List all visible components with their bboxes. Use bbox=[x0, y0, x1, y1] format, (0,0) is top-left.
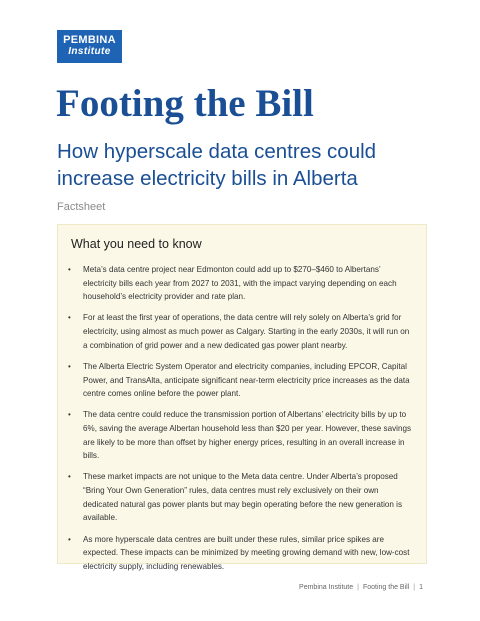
document-type-label: Factsheet bbox=[57, 201, 106, 213]
footer-doc-title: Footing the Bill bbox=[362, 584, 410, 591]
bullet-icon: • bbox=[68, 534, 71, 544]
page-title: Footing the Bill bbox=[56, 82, 314, 125]
logo-line-1: PEMBINA bbox=[63, 34, 116, 46]
bullet-icon: • bbox=[68, 313, 71, 323]
footer-org: Pembina Institute bbox=[299, 584, 354, 591]
list-item bbox=[68, 311, 413, 352]
key-points-box bbox=[57, 224, 427, 571]
bullet-text: As more hyperscale data centres are built under these rules, similar price spikes are expected. These impacts can be minimized by meeting growing demand with new, low-cost electricity supply, including renewables. bbox=[83, 534, 410, 571]
bullet-icon: • bbox=[68, 265, 71, 274]
footer-separator: | bbox=[357, 584, 359, 591]
page-subtitle: How hyperscale data centres could increase electricity bills in Alberta bbox=[57, 140, 377, 190]
bullet-icon: • bbox=[68, 472, 71, 482]
bullet-text: These market impacts are not unique to the Meta data centre. Under Alberta’s proposed “Bring Your Own Generation” rules, data centres must rely exclusively on their own dedicated natural gas power plants but may begin operating before the new generation is available. bbox=[83, 472, 403, 523]
footer-separator: | bbox=[413, 584, 416, 591]
list-item bbox=[68, 533, 413, 574]
bullet-text: The data centre could reduce the transmission portion of Albertans’ electricity bills by up to 6%, saving the average Albertan household less than $20 per year. However, these savings are likely to be more than offset by higher energy prices, resulting in an overall increase in bills. bbox=[83, 410, 412, 461]
pembina-logo bbox=[57, 30, 122, 63]
bullet-icon: • bbox=[68, 361, 71, 371]
bullet-text: For at least the first year of operations, the data centre will rely solely on Alberta’s grid for electricity, using almost as much power as Calgary. Starting in the early 2030s, it will run on a combination of grid power and a new dedicated gas power plant nearby. bbox=[83, 313, 410, 350]
list-item bbox=[68, 470, 413, 524]
page-number: 1 bbox=[419, 584, 423, 591]
list-item bbox=[68, 263, 413, 304]
logo-line-2: Institute bbox=[68, 46, 111, 57]
key-points-heading: What you need to know bbox=[71, 237, 202, 251]
bullet-text: Meta’s data centre project near Edmonton could add up to $270–$460 to Albertans’ electricity bills each year from 2027 to 2031, with the impact varying depending on each household’s electricity provider and rate plan. bbox=[83, 265, 397, 302]
list-item bbox=[68, 360, 413, 401]
key-points-list bbox=[68, 263, 413, 581]
page-footer bbox=[299, 584, 423, 591]
list-item bbox=[68, 408, 413, 462]
bullet-icon: • bbox=[68, 410, 71, 420]
bullet-text: The Alberta Electric System Operator and electricity companies, including EPCOR, Capital Power, and TransAlta, anticipate significant near-term electricity price increases as the data centre comes online before the power plant. bbox=[83, 361, 410, 399]
